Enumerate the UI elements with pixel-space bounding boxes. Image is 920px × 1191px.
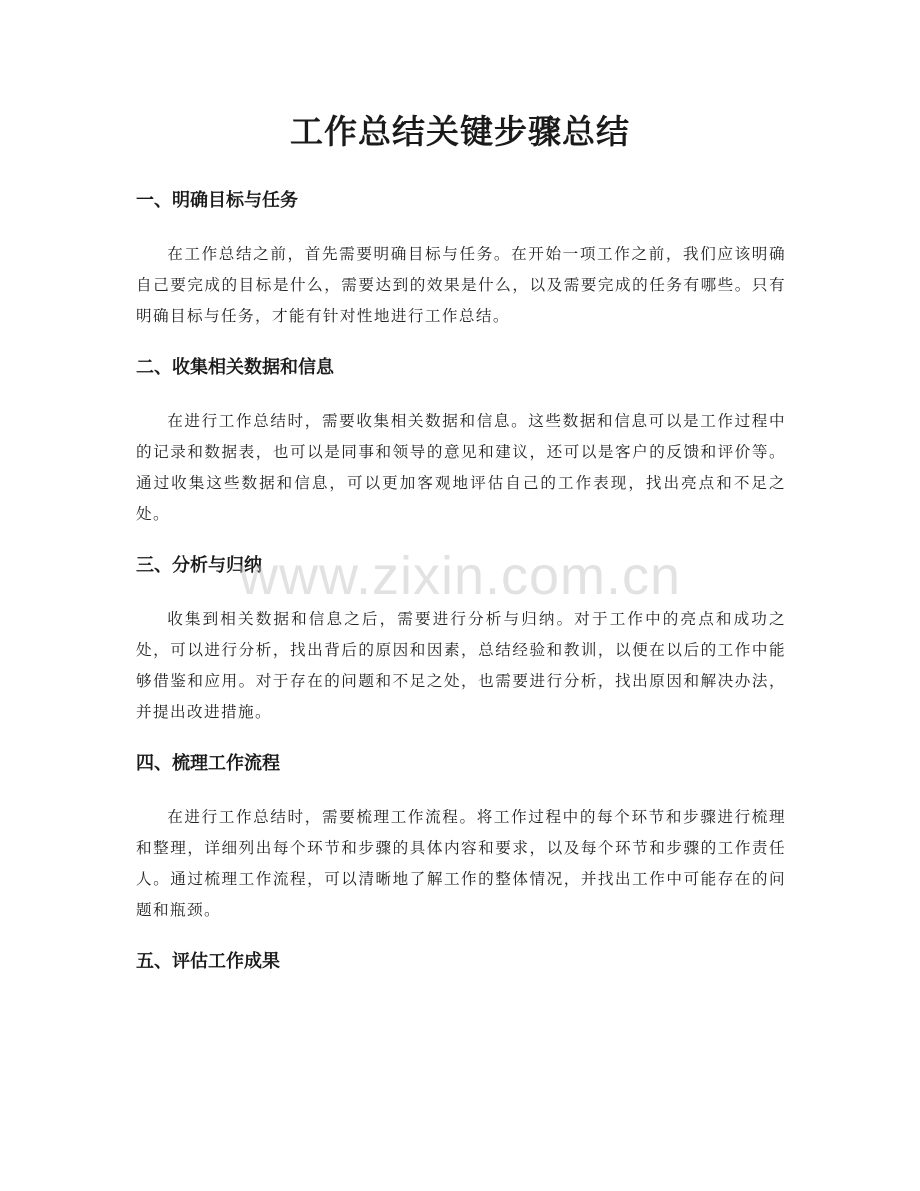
section-heading-1: 一、明确目标与任务 — [136, 190, 298, 211]
document-content — [136, 185, 786, 978]
section-body-3: 收集到相关数据和信息之后，需要进行分析与归纳。对于工作中的亮点和成功之处，可以进行分析，找出背后的原因和因素，总结经验和教训，以便在以后的工作中能够借鉴和应用。对于存在的问题和不足之处，也需要进行分析，找出原因和解决办法，并提出改进措施。 — [136, 610, 786, 721]
document-title: 工作总结关键步骤总结 — [290, 112, 630, 151]
section-body-2: 在进行工作总结时，需要收集相关数据和信息。这些数据和信息可以是工作过程中的记录和数据表，也可以是同事和领导的意见和建议，还可以是客户的反馈和评价等。通过收集这些数据和信息，可以更加客观地评估自己的工作表现，找出亮点和不足之处。 — [136, 412, 786, 523]
section-body-4: 在进行工作总结时，需要梳理工作流程。将工作过程中的每个环节和步骤进行梳理和整理，详细列出每个环节和步骤的具体内容和要求，以及每个环节和步骤的工作责任人。通过梳理工作流程，可以清晰地了解工作的整体情况，并找出工作中可能存在的问题和瓶颈。 — [136, 808, 786, 919]
section-heading-2: 二、收集相关数据和信息 — [136, 357, 334, 378]
section-heading-5: 五、评估工作成果 — [136, 951, 280, 972]
watermark: www.zixin.com.cn — [238, 546, 682, 606]
section-heading-4: 四、梳理工作流程 — [136, 753, 280, 774]
section-body-1: 在工作总结之前，首先需要明确目标与任务。在开始一项工作之前，我们应该明确自己要完成的目标是什么，需要达到的效果是什么，以及需要完成的任务有哪些。只有明确目标与任务，才能有针对性地进行工作总结。 — [136, 245, 786, 325]
section-heading-3: 三、分析与归纳 — [136, 555, 262, 576]
